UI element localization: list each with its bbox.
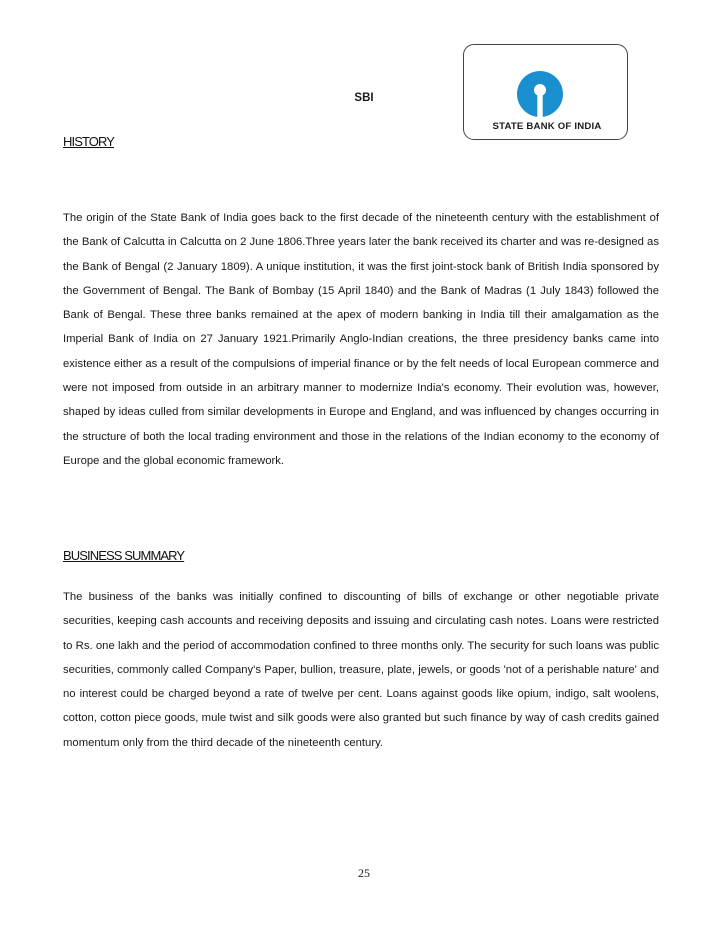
history-heading: HISTORY — [63, 134, 115, 149]
page-title: SBI — [354, 92, 374, 104]
business-summary-paragraph: The business of the banks was initially confined to discounting of bills of exchange or other negotiable private securities, keeping cash accounts and receiving deposits and issuing and circulating cash notes. Loans were restricted to Rs. one lakh and the period of accommodation confined to three months only. The security for such loans was public securities, commonly called Company's Paper, bullion, treasure, plate, jewels, or goods 'not of a perishable nature' and no interest could be charged beyond a rate of twelve per cent. Loans against goods like opium, indigo, salt woolens, cotton, cotton piece goods, mule twist and silk goods were also granted but such finance by way of cash credits gained momentum only from the third decade of the nineteenth century. — [63, 591, 659, 749]
logo-text: STATE BANK OF INDIA — [492, 121, 602, 132]
page-number: 25 — [358, 866, 370, 880]
business-summary-heading: BUSINESS SUMMARY — [63, 548, 185, 563]
history-paragraph: The origin of the State Bank of India goes back to the first decade of the nineteenth century with the establishment of the Bank of Calcutta in Calcutta on 2 June 1806.Three years later the bank received its charter and was re-designed as the Bank of Bengal (2 January 1809). A unique institution, it was the first joint-stock bank of British India sponsored by the Government of Bengal. The Bank of Bombay (15 April 1840) and the Bank of Madras (1 July 1843) followed the Bank of Bengal. These three banks remained at the apex of modern banking in India till their amalgamation as the Imperial Bank of India on 27 January 1921.Primarily Anglo-Indian creations, the three presidency banks came into existence either as a result of the compulsions of imperial finance or by the felt needs of local European commerce and were not imposed from outside in an arbitrary manner to modernize India's economy. Their evolution was, however, shaped by ideas culled from similar developments in Europe and England, and was influenced by changes occurring in the structure of both the local trading environment and those in the relations of the Indian economy to the economy of Europe and the global economic framework. — [63, 212, 659, 467]
